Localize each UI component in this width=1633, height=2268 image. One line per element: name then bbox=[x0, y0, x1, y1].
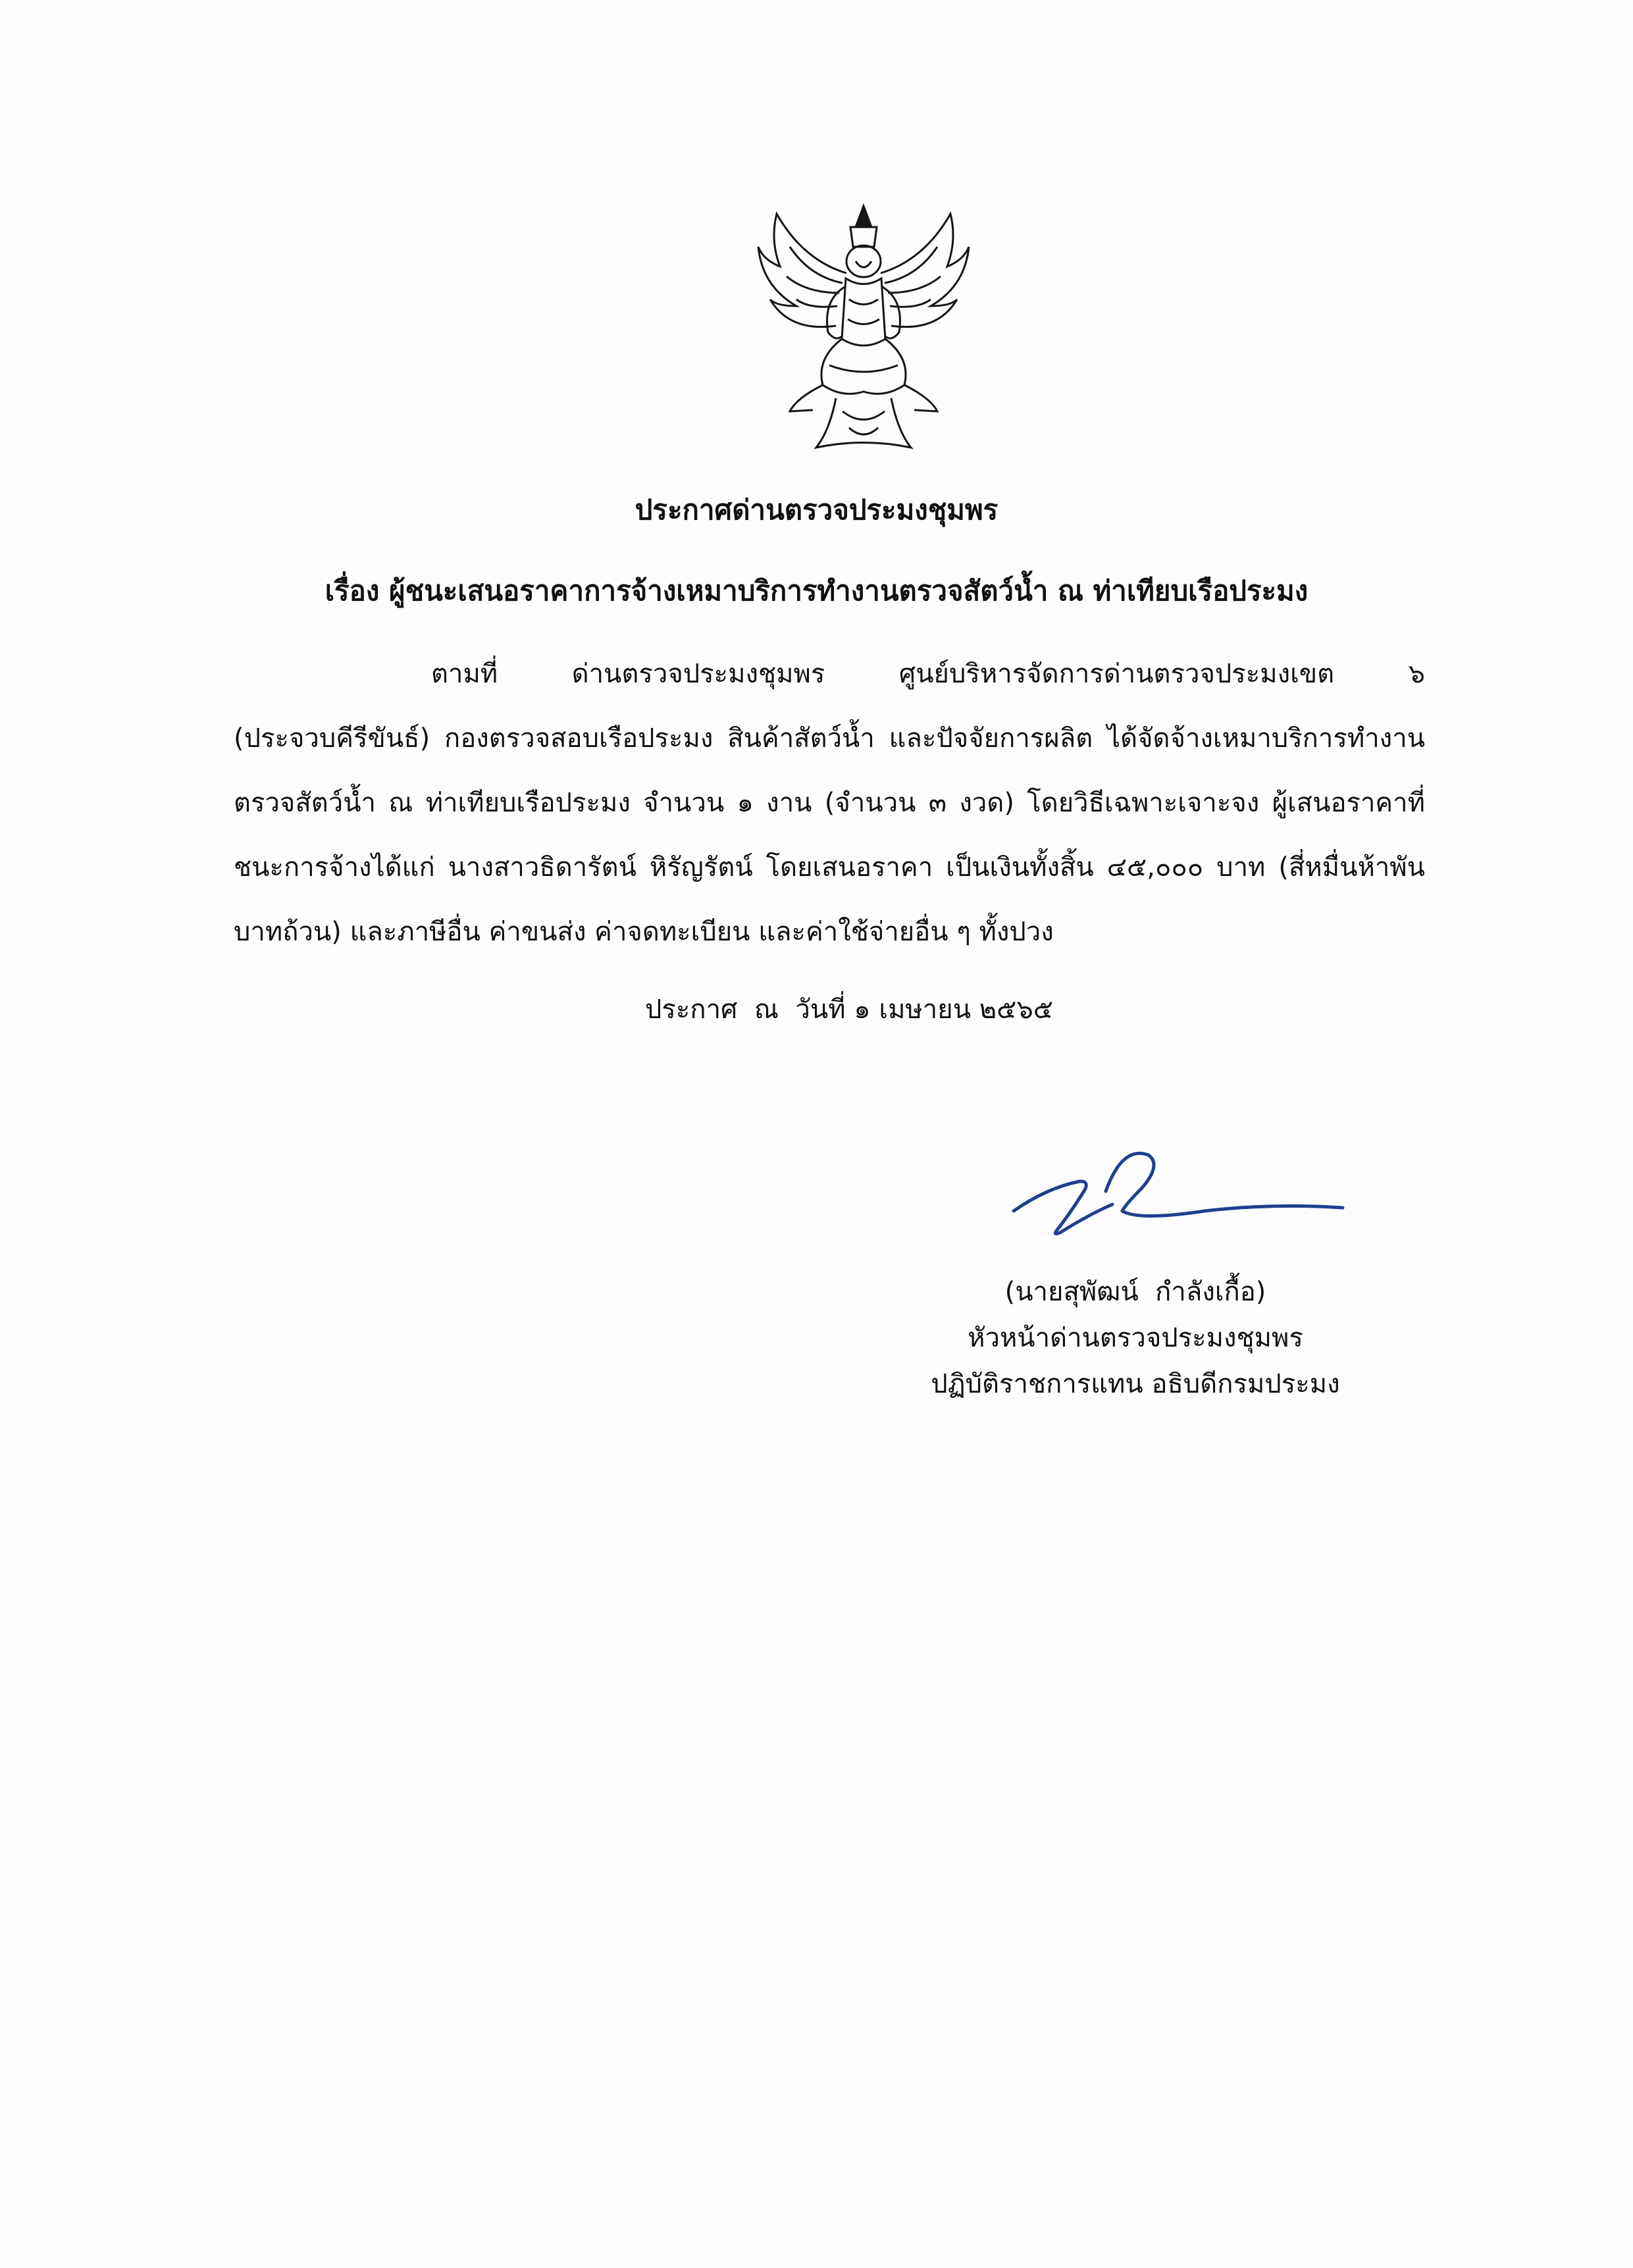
signer-acting-role: ปฏิบัติราชการแทน อธิบดีกรมประมง bbox=[931, 1369, 1340, 1399]
signer-position: หัวหน้าด่านตรวจประมงชุมพร bbox=[968, 1323, 1303, 1353]
page-title: ประกาศด่านตรวจประมงชุมพร bbox=[635, 494, 998, 526]
signer-name: (นายสุพัฒน์ กำลังเกื้อ) bbox=[1004, 1277, 1266, 1307]
announcement-date: ประกาศ ณ วันที่ ๑ เมษายน ๒๕๖๕ bbox=[645, 994, 1054, 1025]
garuda-emblem-icon bbox=[750, 201, 977, 457]
signature-block bbox=[856, 1269, 1415, 1407]
subject-heading: เรื่อง ผู้ชนะเสนอราคาการจ้างเหมาบริการทำงานตรวจสัตว์น้ำ ณ ท่าเทียบเรือประมง bbox=[324, 575, 1309, 607]
body-paragraph: ตามที่ ด่านตรวจประมงชุมพร ศูนย์บริหารจัดการด่านตรวจประมงเขต ๖ (ประจวบคีรีขันธ์) กองตรวจสอบเรือประมง สินค้าสัตว์น้ำ และปัจจัยการผลิต ได้จัดจ้างเหมาบริการทำงานตรวจสัตว์น้ำ ณ ท่าเทียบเรือประมง จำนวน ๑ งาน (จำนวน ๓ งวด) โดยวิธีเฉพาะเจาะจง ผู้เสนอราคาที่ชนะการจ้างได้แก่ นางสาวธิดารัตน์ หิรัญรัตน์ โดยเสนอราคา เป็นเงินทั้งสิ้น ๔๕,๐๐๐ บาท (สี่หมื่นห้าพันบาทถ้วน) และภาษีอื่น ค่าขนส่ง ค่าจดทะเบียน และค่าใช้จ่ายอื่น ๆ ทั้งปวง bbox=[234, 659, 1425, 947]
handwritten-signature-icon bbox=[1007, 1132, 1349, 1244]
